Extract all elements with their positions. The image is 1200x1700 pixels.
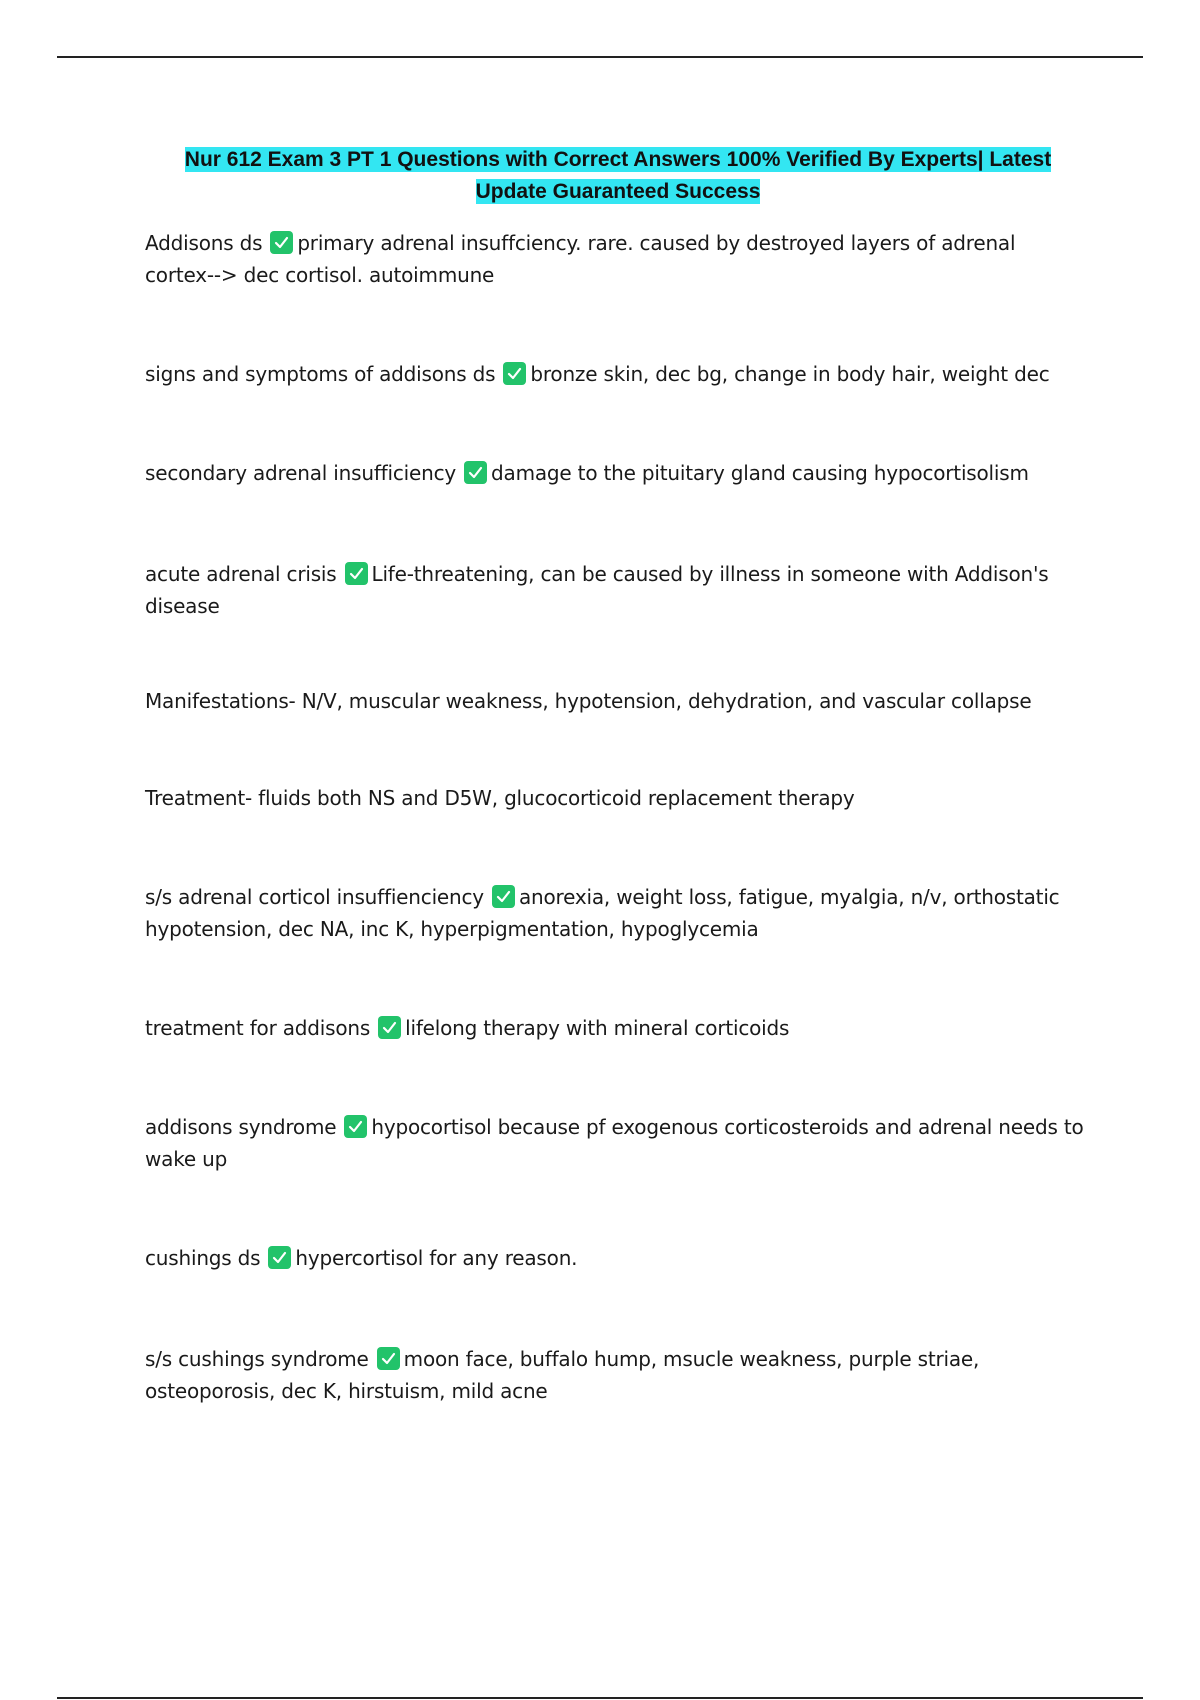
entry-term: treatment for addisons [145,1016,371,1040]
top-rule [57,56,1143,58]
entry-term: Addisons ds [145,231,263,255]
check-box-icon [344,1115,367,1138]
qa-entry-treatment-addisons [145,1012,1090,1044]
entry-term: addisons syndrome [145,1115,337,1139]
text-treatment [145,782,1090,814]
entry-text: Treatment- fluids both NS and D5W, glucocorticoid replacement therapy [145,786,855,810]
qa-entry-addisons-ds [145,227,1090,291]
check-box-icon [345,562,368,585]
entry-answer: lifelong therapy with mineral corticoids [405,1016,790,1040]
entry-term: cushings ds [145,1246,261,1270]
qa-entry-cushings-syndrome-ss [145,1343,1090,1407]
check-box-icon [378,1016,401,1039]
check-box-icon [377,1347,400,1370]
entry-answer: Life-threatening, can be caused by illness in someone with Addison's disease [145,562,1049,618]
title-line-2: Update Guaranteed Success [475,180,761,203]
title-line-1: Nur 612 Exam 3 PT 1 Questions with Correct Answers 100% Verified By Experts| Latest [184,148,1052,171]
entry-term: s/s cushings syndrome [145,1347,369,1371]
check-box-icon [268,1246,291,1269]
entry-answer: primary adrenal insuffciency. rare. caused by destroyed layers of adrenal cortex--> dec cortisol. autoimmune [145,231,1016,287]
qa-entry-cushings-ds [145,1242,1090,1274]
check-box-icon [492,885,515,908]
entry-answer: damage to the pituitary gland causing hypocortisolism [491,461,1029,485]
qa-entry-signs-symptoms-addisons [145,358,1090,390]
check-box-icon [270,231,293,254]
entry-term: signs and symptoms of addisons ds [145,362,496,386]
check-box-icon [464,461,487,484]
qa-entry-secondary-adrenal [145,457,1090,489]
text-manifestations [145,685,1090,717]
check-box-icon [503,362,526,385]
entry-term: s/s adrenal corticol insuffienciency [145,885,484,909]
entry-answer: bronze skin, dec bg, change in body hair, weight dec [530,362,1050,386]
entry-text: Manifestations- N/V, muscular weakness, hypotension, dehydration, and vascular collapse [145,689,1032,713]
page-title [140,144,1096,208]
qa-entry-adrenal-insufficiency-ss [145,881,1090,945]
entry-term: acute adrenal crisis [145,562,337,586]
entry-answer: hypercortisol for any reason. [295,1246,578,1270]
entry-answer: anorexia, weight loss, fatigue, myalgia, n/v, orthostatic hypotension, dec NA, inc K, hyperpigmentation, hypoglycemia [145,885,1060,941]
entry-answer: hypocortisol because pf exogenous corticosteroids and adrenal needs to wake up [145,1115,1084,1171]
entry-term: secondary adrenal insufficiency [145,461,457,485]
qa-entry-acute-adrenal-crisis [145,558,1090,622]
qa-entry-addisons-syndrome [145,1111,1090,1175]
bottom-rule [57,1697,1143,1699]
entry-answer: moon face, buffalo hump, msucle weakness, purple striae, osteoporosis, dec K, hirstuism, mild acne [145,1347,980,1403]
